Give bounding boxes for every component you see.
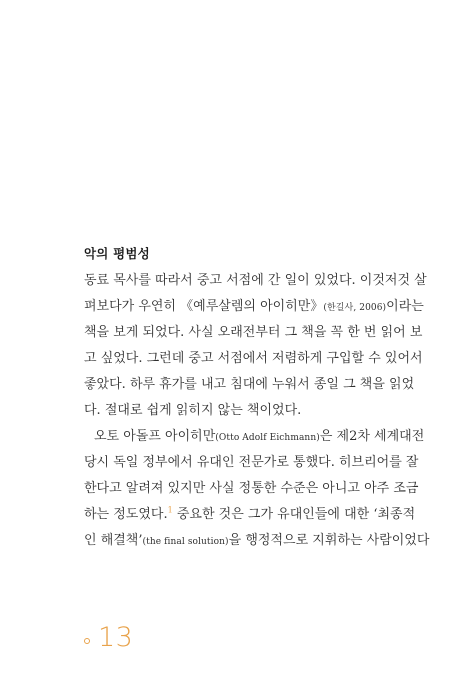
term-note: (the final solution)	[142, 537, 229, 547]
section-title: 악의 평범성	[84, 246, 150, 261]
text-fragment: 은 제2차 세계대전	[319, 429, 425, 444]
paragraph-2	[84, 424, 430, 554]
paragraph-1	[84, 268, 427, 424]
text-fragment: 하는 정도였다.	[84, 507, 168, 522]
text-line: 좋았다. 하루 휴가를 내고 침대에 누워서 종일 그 책을 읽었	[84, 377, 415, 392]
body-text	[84, 268, 430, 554]
text-line: 고 싶었다. 그런데 중고 서점에서 저렴하게 구입할 수 있어서	[84, 351, 423, 366]
text-line: 다. 절대로 쉽게 읽히지 않는 책이었다.	[84, 403, 302, 418]
text-fragment: 인 해결책’	[84, 533, 143, 548]
text-fragment: 중요한 것은 그가 유대인들에 대한 ‘최종적	[172, 507, 416, 522]
text-fragment: 오토 아돌프 아이히만	[94, 429, 216, 444]
text-fragment: 이라는	[386, 299, 424, 314]
text-line	[84, 424, 425, 450]
page-number-text: 13	[98, 622, 134, 653]
name-note: (Otto Adolf Eichmann)	[215, 433, 320, 443]
text-line	[84, 294, 424, 320]
text-fragment: 펴보다가 우연히 《예루살렘의 아이히만》	[84, 299, 324, 314]
text-line: 동료 목사를 따라서 중고 서점에 간 일이 있었다. 이것저것 살	[84, 273, 427, 288]
text-line: 당시 독일 정부에서 유대인 전문가로 통했다. 히브리어를 잘	[84, 455, 419, 470]
page-number	[84, 622, 133, 653]
text-line: 한다고 알려져 있지만 사실 정통한 수준은 아니고 아주 조금	[84, 481, 419, 496]
citation-note: (한길사, 2006)	[323, 303, 387, 313]
text-line: 책을 보게 되었다. 사실 오래전부터 그 책을 꼭 한 번 읽어 보	[84, 325, 423, 340]
text-line	[84, 528, 430, 554]
text-fragment: 을 행정적으로 지휘하는 사람이었다	[228, 533, 430, 548]
circle-icon	[84, 638, 90, 644]
text-line	[84, 502, 416, 528]
footnote-marker[interactable]: 1	[167, 505, 173, 515]
